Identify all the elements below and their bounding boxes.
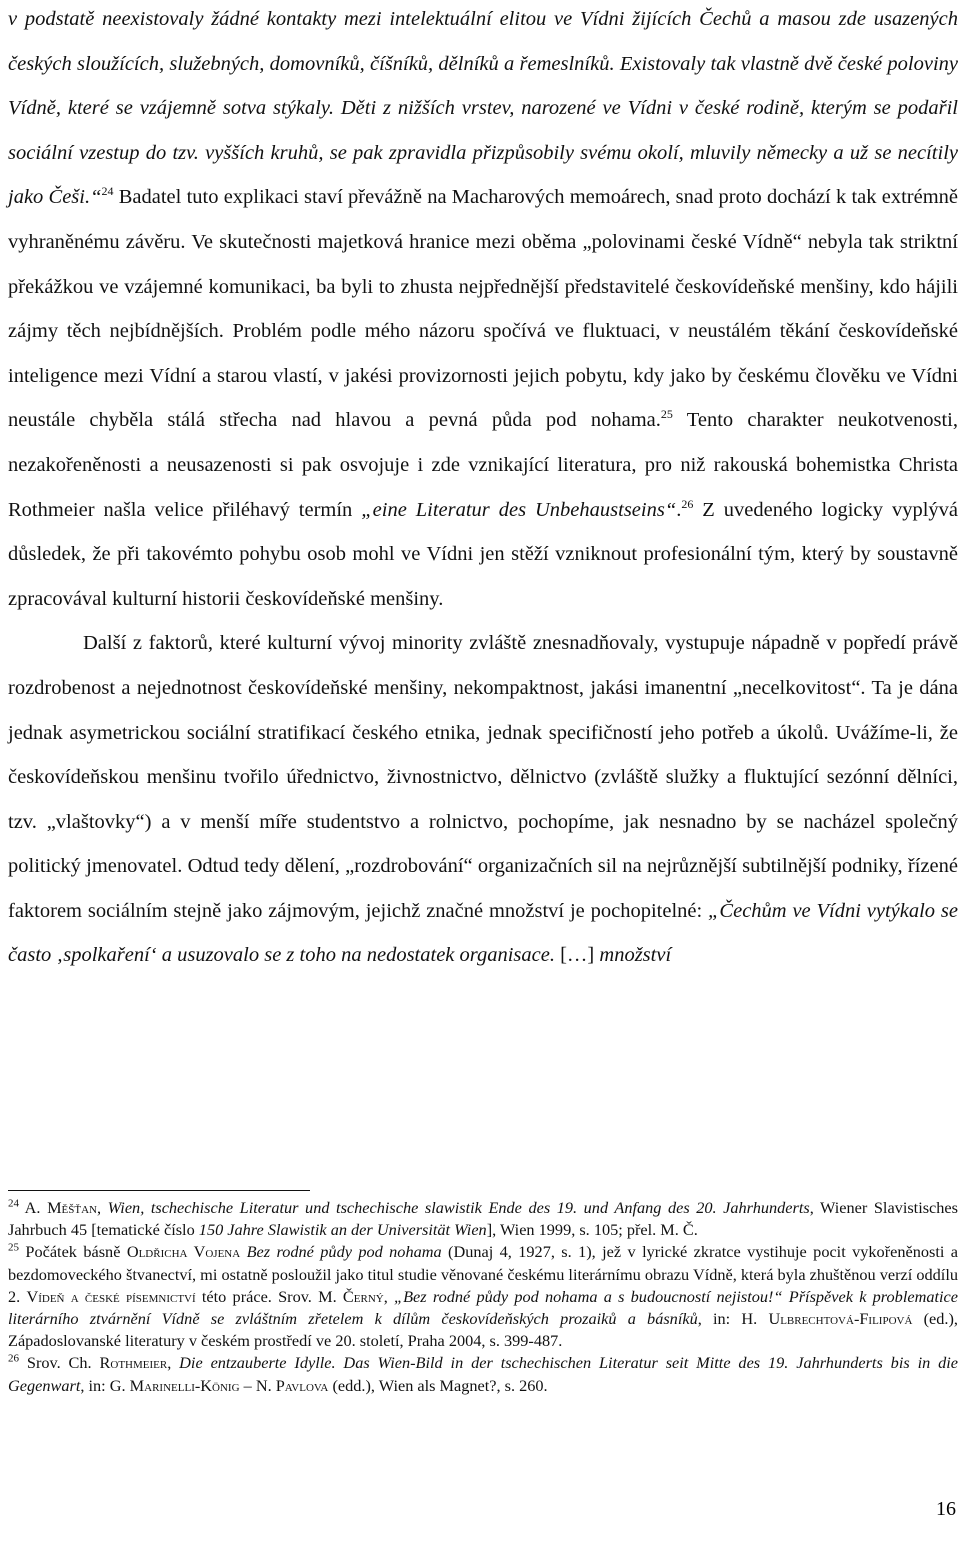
quote-text: „Čechům ve Vídni vytýkalo se často ‚spolkaření‘ a usuzovalo se z toho na nedostatek organisace. <box>8 899 958 967</box>
footnote-ref-24[interactable]: 24 <box>101 184 114 199</box>
footnote-divider <box>8 1190 310 1191</box>
page-number: 16 <box>936 1498 956 1520</box>
footnotes <box>8 1197 958 1397</box>
footnote-24: $^{24}$ A. Měšťan, Wien, tschechische Literatur und tschechische slawistik Ende des 19. und Anfang des 20. Jahrhunderts, Wiener Slavistisches Jahrbuch 45 [tematické číslo 150 Jahre Slawistik an der Universität Wien], Wien 1999, s. 105; přel. M. Č. <box>8 1197 958 1240</box>
footnote-26: $^{26}$ Srov. Ch. Rothmeier, Die entzauberte Idylle. Das Wien-Bild in der tschechischen Literatur seit Mitte des 19. Jahrhunderts bis in die Gegenwart, in: G. Marinelli-König – N. Pavlova (edd.), Wien als Magnet?, s. 260. <box>8 1353 959 1395</box>
footnote-ref-26[interactable]: 26 <box>681 496 694 511</box>
body-paragraph-2: Další z faktorů, které kulturní vývoj minority zvláště znesnadňovaly, vystupuje nápadně v popředí právě rozdrobenost a nejednotnost českovídeňské menšiny, nekompaktnost, jakási imanentní „necelkovitost“. Ta je dána jednak asymetrickou sociální stratifikací českého etnika, jednak specifičností jeho potřeb a úkolů. Uvážíme-li, že českovídeňskou menšinu tvořilo úřednictvo, živnostnictvo, dělnictvo (zvláště služky a fluktující sezónní dělníci, tzv. „vlaštovky“) a v menší míře studentstvo a rolnictvo, pochopíme, jak nesnadno by se nacházel společný politický jmenovatel. Odtud tedy dělení, „rozdrobování“ organizačních sil na nejrůznější subtilnější podniky, řízené faktorem sociálním stejně jako zájmovým, jejichž značné množství je pochopitelné: „Čechům ve Vídni vytýkalo se často ‚spolkaření‘ a usuzovalo se z toho na nedostatek organisace. […] množství <box>8 632 958 967</box>
footnote-25: $^{25}$ Počátek básně Oldřicha Vojena Bez rodné půdy pod nohama (Dunaj 4, 1927, s. 1), jež v lyrické zkratce vystihuje pocit vykořeněnosti a bezdomoveckého štvanectví, mi ostatně posloužil jako titul studie věnované českému literárnímu obrazu Vídně, která byla zhuštěnou verzí oddílu 2. Vídeň a české písemnictví této práce. Srov. M. Černý, „Bez rodné půdy pod nohama a s budoucností nejistou!“ Příspěvek k problematice literárního ztvárnění Vídně se zvláštním zřetelem k dílům českovídeňských prozaiků a básníků, in: H. Ulbrechtová-Filipová (ed.), Západoslovanské literatury v českém prostředí ve 20. století, Praha 2004, s. 399-487. <box>8 1241 959 1351</box>
term-quote: „eine Literatur des Unbehaustseins“ <box>361 498 677 521</box>
body-paragraph-1: v podstatě neexistovaly žádné kontakty mezi intelektuální elitou ve Vídni žijících Čechů a masou zde usazených českých sloužících, služebných, domovníků, číšníků, dělníků a řemeslníků. Existovaly tak vlastně dvě české poloviny Vídně, které se vzájemně sotva stýkaly. Děti z nižších vrstev, narozené ve Vídni v české rodině, kterým se podařil sociální vzestup do tzv. vyšších kruhů, se pak zpravidla přizpůsobily svému okolí, mluvily německy a už se necítily jako Češi.“$^{24}$ Badatel tuto explikaci staví převážně na Macharových memoárech, snad proto dochází k tak extrémně vyhraněnému závěru. Ve skutečnosti majetková hranice mezi oběma „polovinami české Vídně“ nebyla tak striktní překážkou ve vzájemné komunikaci, ba byli to zhusta nejpřednější představitelé českovídeňské menšiny, kdo hájili zájmy těch nejbídnějších. Problém podle mého názoru spočívá ve fluktuaci, v neustálém těkání českovídeňské inteligence mezi Vídní a starou vlastí, v jakési provizornosti jejich pobytu, kdy jako by českému člověku ve Vídni neustále chyběla stálá střecha nad hlavou a pevná půda pod nohama.$^{25}$ Tento charakter neukotvenosti, nezakořeněnosti a neusazenosti si pak osvojuje i zde vznikající literatura, pro niž rakouská bohemistka Christa Rothmeier našla velice přiléhavý termín „eine Literatur des Unbehaustseins“.$^{26}$ Z uvedeného logicky vyplývá důsledek, že při takovémto pohybu osob mohl ve Vídni jen stěží vzniknout profesionální tým, který by soustavně zpracovával kulturní historii českovídeňské menšiny. <box>8 8 958 610</box>
footnote-ref-25[interactable]: 25 <box>660 407 673 422</box>
document-page <box>8 0 958 978</box>
quote-text: v podstatě neexistovaly žádné kontakty mezi intelektuální elitou ve Vídni žijících Čechů a masou zde usazených českých sloužících, služebných, domovníků, číšníků, dělníků a řemeslníků. Existovaly tak vlastně dvě české poloviny Vídně, které se vzájemně sotva stýkaly. Děti z nižších vrstev, narozené ve Vídni v české rodině, kterým se podařil sociální vzestup do tzv. vyšších kruhů, se pak zpravidla přizpůsobily svému okolí, mluvily německy a už se necítily jako Češi.“ <box>8 8 958 209</box>
